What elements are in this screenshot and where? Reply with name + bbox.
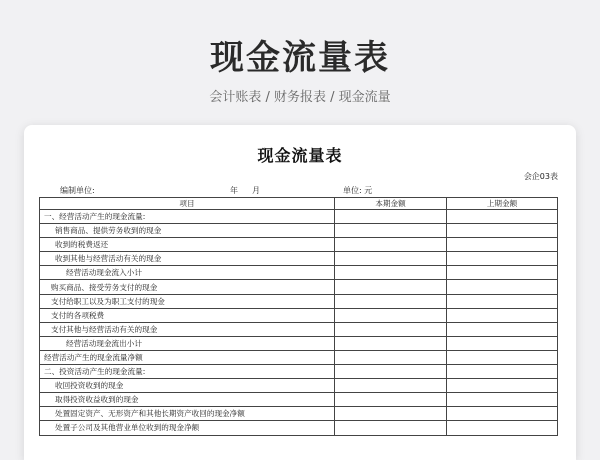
current-amount-cell[interactable] <box>335 280 447 294</box>
table-row <box>40 350 558 364</box>
table-row <box>40 252 558 266</box>
row-item-label: 购买商品、接受劳务支付的现金 <box>40 280 335 294</box>
table-row <box>40 210 558 224</box>
current-amount-cell[interactable] <box>335 252 447 266</box>
table-row <box>40 336 558 350</box>
month-label: 月 <box>252 186 260 195</box>
current-amount-cell[interactable] <box>335 294 447 308</box>
row-item-label: 处置固定资产、无形资产和其他长期资产收回的现金净额 <box>40 407 335 421</box>
page-title: 现金流量表 <box>210 38 390 78</box>
document-title: 现金流量表 <box>257 146 343 165</box>
meta-row <box>60 185 560 197</box>
company-label: 编制单位: <box>60 186 95 195</box>
row-item-label: 二、投资活动产生的现金流量: <box>40 365 335 379</box>
row-item-label: 经营活动现金流入小计 <box>40 266 335 280</box>
current-amount-cell[interactable] <box>335 365 447 379</box>
table-row <box>40 294 558 308</box>
prior-amount-cell[interactable] <box>447 393 558 407</box>
row-item-label: 一、经营活动产生的现金流量: <box>40 210 335 224</box>
current-amount-cell[interactable] <box>335 238 447 252</box>
current-amount-cell[interactable] <box>335 336 447 350</box>
prior-amount-cell[interactable] <box>447 407 558 421</box>
document-card <box>24 125 576 460</box>
current-amount-cell[interactable] <box>335 407 447 421</box>
table-header-row <box>40 198 558 210</box>
prior-amount-cell[interactable] <box>447 224 558 238</box>
table-row <box>40 308 558 322</box>
current-amount-cell[interactable] <box>335 379 447 393</box>
table-row <box>40 421 558 435</box>
row-item-label: 支付给职工以及为职工支付的现金 <box>40 294 335 308</box>
prior-amount-cell[interactable] <box>447 336 558 350</box>
prior-amount-cell[interactable] <box>447 280 558 294</box>
row-item-label: 处置子公司及其他营业单位收到的现金净额 <box>40 421 335 435</box>
prior-amount-cell[interactable] <box>447 238 558 252</box>
table-row <box>40 407 558 421</box>
current-amount-cell[interactable] <box>335 210 447 224</box>
current-amount-cell[interactable] <box>335 266 447 280</box>
row-item-label: 支付的各项税费 <box>40 308 335 322</box>
table-row <box>40 266 558 280</box>
current-amount-cell[interactable] <box>335 224 447 238</box>
table-row <box>40 322 558 336</box>
row-item-label: 取得投资收益收到的现金 <box>40 393 335 407</box>
col-header-current: 本期金额 <box>335 198 447 210</box>
prior-amount-cell[interactable] <box>447 294 558 308</box>
unit-label: 单位: 元 <box>343 186 373 195</box>
current-amount-cell[interactable] <box>335 322 447 336</box>
prior-amount-cell[interactable] <box>447 365 558 379</box>
year-label: 年 <box>230 186 238 195</box>
col-header-item: 项目 <box>40 198 335 210</box>
prior-amount-cell[interactable] <box>447 308 558 322</box>
row-item-label: 经营活动现金流出小计 <box>40 336 335 350</box>
page-subtitle: 会计账表 / 财务报表 / 现金流量 <box>209 90 391 105</box>
table-row <box>40 365 558 379</box>
current-amount-cell[interactable] <box>335 393 447 407</box>
row-item-label: 收到其他与经营活动有关的现金 <box>40 252 335 266</box>
table-row <box>40 393 558 407</box>
row-item-label: 经营活动产生的现金流量净额 <box>40 350 335 364</box>
current-amount-cell[interactable] <box>335 350 447 364</box>
prior-amount-cell[interactable] <box>447 379 558 393</box>
row-item-label: 支付其他与经营活动有关的现金 <box>40 322 335 336</box>
prior-amount-cell[interactable] <box>447 252 558 266</box>
form-code: 会企03表 <box>523 172 558 181</box>
prior-amount-cell[interactable] <box>447 210 558 224</box>
table-row <box>40 280 558 294</box>
prior-amount-cell[interactable] <box>447 266 558 280</box>
row-item-label: 收回投资收到的现金 <box>40 379 335 393</box>
current-amount-cell[interactable] <box>335 308 447 322</box>
prior-amount-cell[interactable] <box>447 421 558 435</box>
prior-amount-cell[interactable] <box>447 350 558 364</box>
table-row <box>40 238 558 252</box>
table-row <box>40 224 558 238</box>
row-item-label: 收到的税费返还 <box>40 238 335 252</box>
prior-amount-cell[interactable] <box>447 322 558 336</box>
cash-flow-table <box>39 197 558 436</box>
row-item-label: 销售商品、提供劳务收到的现金 <box>40 224 335 238</box>
table-row <box>40 379 558 393</box>
current-amount-cell[interactable] <box>335 421 447 435</box>
col-header-prior: 上期金额 <box>447 198 558 210</box>
